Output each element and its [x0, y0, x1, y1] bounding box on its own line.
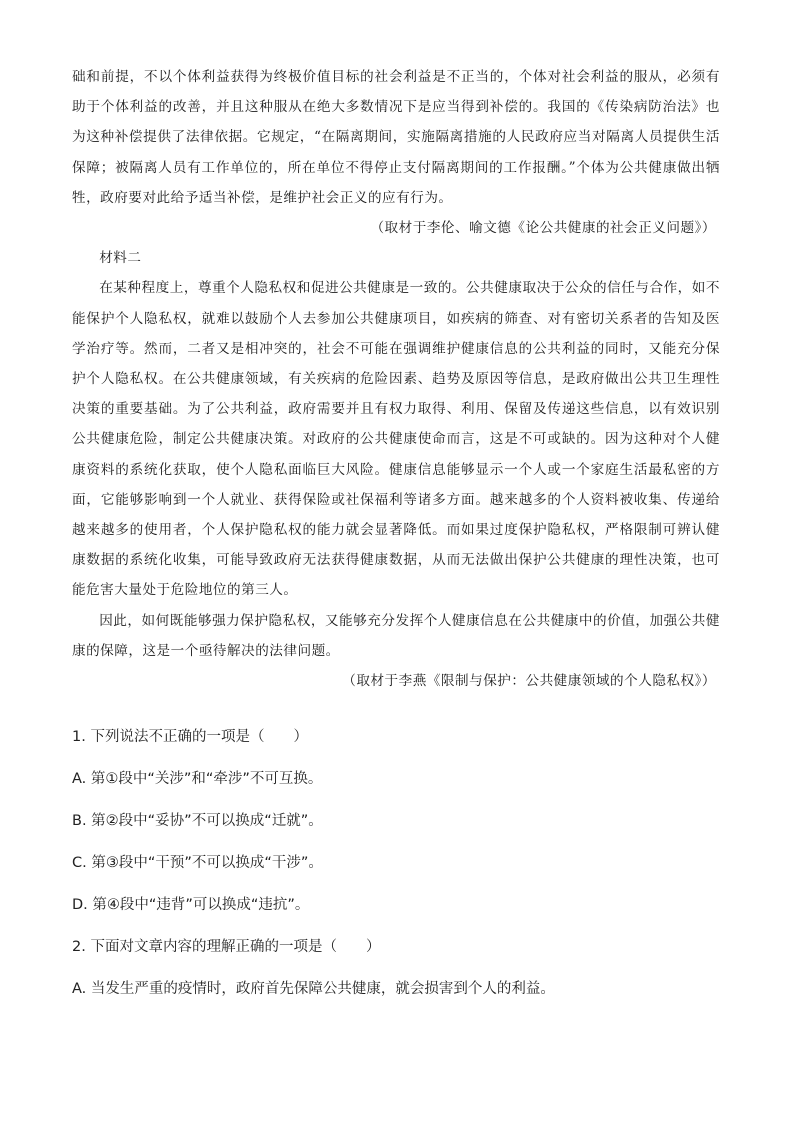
question-1-option-a: A. 第①段中“关涉”和“牵涉”不可互换。 — [72, 771, 323, 787]
question-2-option-a: A. 当发生严重的疫情时，政府首先保障公共健康，就会损害到个人的利益。 — [72, 981, 555, 997]
material-two-source: （取材于李燕《限制与保护：公共健康领域的个人隐私权》） — [342, 673, 716, 690]
material-two-paragraph-2: 因此，如何既能够强力保护隐私权，又能够充分发挥个人健康信息在公共健康中的价值，加强公共健康的保障，这是一个亟待解决的法律问题。 — [72, 612, 720, 659]
material-two-paragraph-1: 在某种程度上，尊重个人隐私权和促进公共健康是一致的。公共健康取决于公众的信任与合作，如不能保护个人隐私权，就难以鼓励个人去参加公共健康项目，如疾病的筛查、对有密切关系者的告知及医学治疗等。然而，二者又是相冲突的，社会不可能在强调维护健康信息的公共利益的同时，又能充分保护个人隐私权。在公共健康领域，有关疾病的危险因素、趋势及原因等信息，是政府做出公共卫生理性决策的重要基础。为了公共利益，政府需要并且有权力取得、利用、保留及传递这些信息，以有效识别公共健康危险，制定公共健康决策。对政府的公共健康使命而言，这是不可或缺的。因为这种对个人健康资料的系统化获取，使个人隐私面临巨大风险。健康信息能够显示一个人或一个家庭生活最私密的方面，它能够影响到一个人就业、获得保险或社保福利等诸多方面。越来越多的个人资料被收集、传递给越来越多的使用者，个人保护隐私权的能力就会显著降低。而如果过度保护隐私权，严格限制可辨认健康数据的系统化收集，可能导致政府无法获得健康数据，从而无法做出保护公共健康的理性决策，也可能危害大量处于危险地位的第三人。 — [72, 280, 720, 599]
question-1-option-b: B. 第②段中“妥协”不可以换成“迁就”。 — [72, 813, 323, 829]
reading-passage — [72, 62, 720, 696]
material-one-paragraph: 础和前提，不以个体利益获得为终极价值目标的社会利益是不正当的，个体对社会利益的服从，必须有助于个体利益的改善，并且这种服从在绝大多数情况下是应当得到补偿的。我国的《传染病防治法》也为这种补偿提供了法律依据。它规定，“在隔离期间，实施隔离措施的人民政府应当对隔离人员提供生活保障；被隔离人员有工作单位的，所在单位不得停止支付隔离期间的工作报酬。”个体为公共健康做出牺牲，政府要对此给予适当补偿，是维护社会正义的应有行为。 — [72, 69, 720, 206]
question-1-stem: 1. 下列说法不正确的一项是（ ） — [72, 729, 308, 745]
material-two-heading: 材料二 — [99, 250, 142, 267]
questions-section — [72, 722, 722, 1016]
question-2-stem: 2. 下面对文章内容的理解正确的一项是（ ） — [72, 939, 381, 955]
question-1-option-d: D. 第④段中“违背”可以换成“违抗”。 — [72, 897, 310, 913]
material-one-source: （取材于李伦、喻文德《论公共健康的社会正义问题》） — [370, 220, 716, 237]
question-1-option-c: C. 第③段中“干预”不可以换成“干涉”。 — [72, 855, 323, 871]
